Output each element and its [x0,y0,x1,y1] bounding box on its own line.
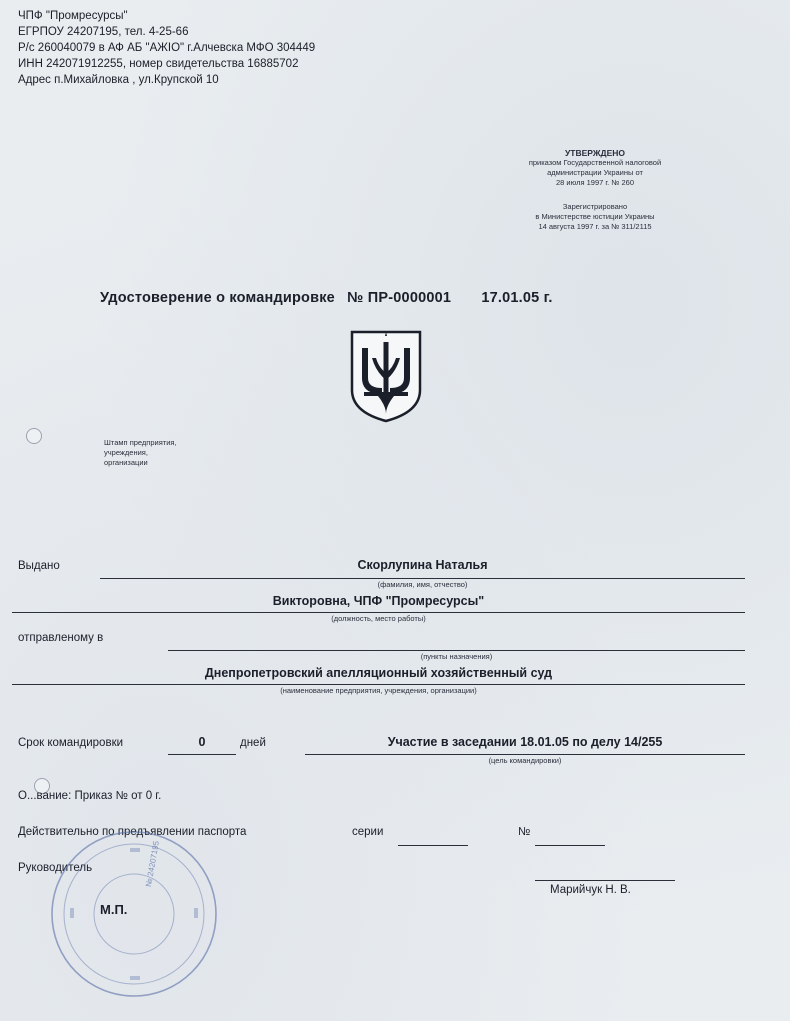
destination-points-caption: (пункты назначения) [420,652,493,661]
issued-name-caption: (фамилия, имя, отчество) [377,580,468,589]
seal-mp: М.П. [100,902,128,917]
seal-stamp-icon [48,828,220,1000]
destination-org-line [12,684,745,685]
approval-block [470,148,720,232]
term-purpose-line [305,754,745,755]
company-name: ЧПФ "Промресурсы" [18,10,128,22]
passport-number-line [535,845,605,846]
registration-line1: Зарегистрировано [562,202,628,211]
term-days-label: дней [240,737,266,749]
issued-name: Скорлупина Наталья [357,558,488,572]
company-egrpou: ЕГРПОУ 24207195, тел. 4-25-66 [18,26,189,38]
passport-label: Действительно по предъявлении паспорта [18,826,247,838]
term-days-line [168,754,236,755]
approval-line1: приказом Государственной налоговой [528,158,662,167]
title-number: № ПР-0000001 [347,290,452,306]
approval-title: УТВЕРЖДЕНО [564,148,625,158]
term-label: Срок командировки [18,737,124,749]
seal-code: № 24207195 [144,840,161,888]
company-account: Р/с 260040079 в АФ АБ "АЖІО" г.Алчевска МФО 304449 [18,42,316,54]
issued-position-line [12,612,745,613]
issued-name-line [100,578,745,579]
registration-line3: 14 августа 1997 г. за № 311/2115 [538,222,652,231]
registration-line2: в Министерстве юстиции Украины [535,212,655,221]
approval-line2: администрации Украины от [547,168,643,177]
stamp-note-line1: Штамп предприятия, [104,438,177,447]
issued-position-caption: (должность, место работы) [331,614,426,623]
destination-label: отправленому в [18,632,104,644]
passport-number-label: № [518,826,531,838]
head-label: Руководитель [18,862,93,874]
head-signature-line [535,880,675,881]
stamp-note [104,438,177,468]
company-inn: ИНН 242071912255, номер свидетельства 16885702 [18,58,299,70]
title-date: 17.01.05 г. [481,290,553,306]
passport-series-line [398,845,468,846]
company-header [18,8,315,88]
destination-org-caption: (наименование предприятия, учреждения, организации) [280,686,477,695]
company-address: Адрес п.Михайловка , ул.Крупской 10 [18,74,219,86]
head-signatory: Марийчук Н. В. [550,884,631,896]
punch-hole-icon [26,428,42,444]
passport-series-label: серии [352,826,384,838]
issued-position: Викторовна, ЧПФ "Промресурсы" [272,594,485,608]
approval-line3: 28 июля 1997 г. № 260 [556,178,634,187]
destination-org: Днепропетровский апелляционный хозяйственный суд [204,666,553,680]
basis-text: О...вание: Приказ № от 0 г. [18,790,162,802]
destination-points-line [168,650,745,651]
stamp-note-line3: организации [104,458,148,467]
stamp-note-line2: учреждения, [104,448,148,457]
term-purpose-caption: (цель командировки) [488,756,562,765]
coat-of-arms-icon [348,328,424,424]
term-purpose: Участие в заседании 18.01.05 по делу 14/255 [387,735,663,749]
title-text: Удостоверение о командировке [100,290,335,306]
document-title [100,290,553,306]
issued-label: Выдано [18,560,60,572]
term-days: 0 [198,735,206,749]
